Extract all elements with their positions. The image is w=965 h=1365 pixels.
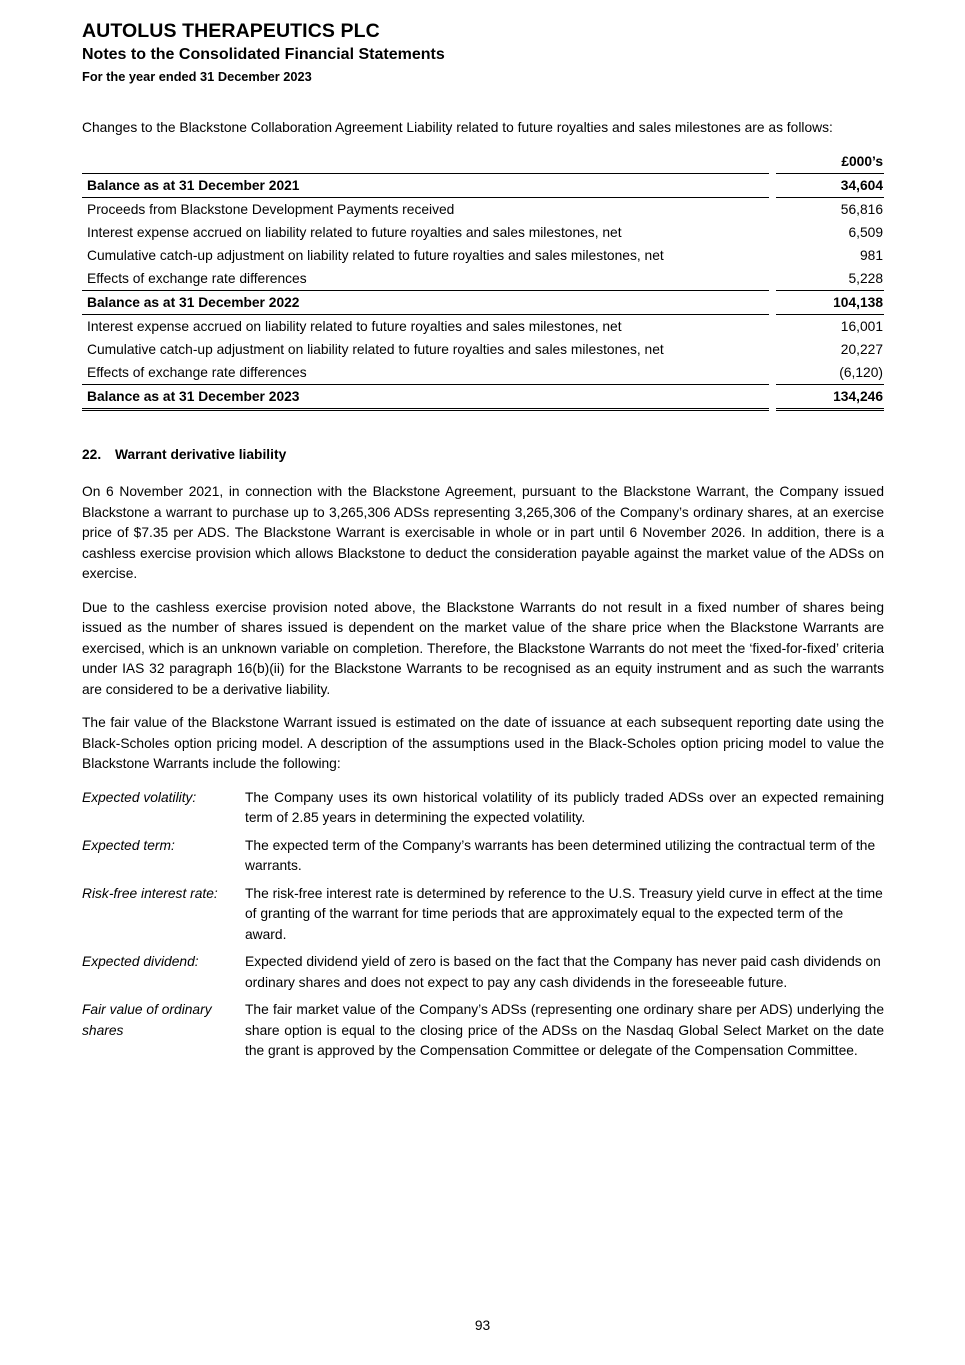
table-row (82, 244, 884, 267)
table-row (82, 174, 884, 198)
row-value: 56,816 (840, 202, 883, 218)
assumption-row (82, 836, 884, 877)
assumption-term: Expected dividend: (82, 954, 199, 970)
row-value: 20,227 (840, 342, 883, 358)
document-header (82, 20, 884, 85)
table-row (82, 338, 884, 361)
row-label: Cumulative catch-up adjustment on liability related to future royalties and sales milestones, net (87, 248, 664, 264)
row-value: (6,120) (776, 361, 884, 385)
section-number: 22. (82, 447, 102, 463)
section-paragraph-1: On 6 November 2021, in connection with the Blackstone Agreement, pursuant to the Blackstone Warrant, the Company issued Blackstone a warrant to purchase up to 3,265,306 ADSs representing 3,265,306 of the Company’s ordinary shares, at an exercise price of $7.35 per ADS. The Blackstone Warrant is exercisable in whole or in part until 6 November 2026. In addition, there is a cashless exercise provision which allows Blackstone to deduct the consideration payable against the market value of the ADSs on exercise. (82, 484, 884, 582)
row-value: 5,228 (776, 267, 884, 291)
row-value: 16,001 (840, 319, 883, 335)
section-22-heading (82, 447, 884, 462)
table-row (82, 198, 884, 221)
row-label: Balance as at 31 December 2022 (82, 291, 769, 315)
section-paragraph-2: Due to the cashless exercise provision noted above, the Blackstone Warrants do not result in a fixed number of shares being issued as the number of shares issued is dependent on the market value of the share price when the Blackstone Warrants are exercised, which is an unknown variable on completion. Therefore, the Blackstone Warrants do not meet the ‘fixed-for-fixed’ criteria under IAS 32 paragraph 16(b)(ii) for the Blackstone Warrants to be recognised as an equity instrument and as such the warrants are considered to be a derivative liability. (82, 599, 884, 697)
table-unit-header-row (82, 150, 884, 174)
assumptions-list (82, 788, 884, 1062)
section-paragraph-3: The fair value of the Blackstone Warrant issued is estimated on the date of issuance at each subsequent reporting date using the Black-Scholes option pricing model. A description of the assumptions used in the Black-Scholes option pricing model to value the Blackstone Warrants include the following: (82, 715, 884, 772)
row-label: Effects of exchange rate differences (82, 361, 769, 385)
liability-table (82, 150, 884, 411)
document-period: For the year ended 31 December 2023 (82, 68, 312, 84)
table-row (82, 315, 884, 338)
assumption-row (82, 884, 884, 946)
assumption-row (82, 788, 884, 829)
unit-header-spacer (82, 150, 769, 174)
row-value: 981 (859, 248, 883, 264)
assumption-term: Expected volatility: (82, 789, 197, 805)
table-row (82, 221, 884, 244)
row-label: Proceeds from Blackstone Development Payments received (87, 202, 455, 218)
row-value: 104,138 (776, 291, 884, 315)
row-label: Cumulative catch-up adjustment on liability related to future royalties and sales milestones, net (87, 342, 664, 358)
assumption-row (82, 1000, 884, 1062)
page-number: 93 (474, 1318, 491, 1333)
row-label: Effects of exchange rate differences (82, 267, 769, 291)
row-label: Balance as at 31 December 2023 (82, 385, 769, 411)
row-label: Balance as at 31 December 2021 (82, 174, 769, 198)
assumption-term: Expected term: (82, 837, 175, 853)
table-row (82, 267, 884, 291)
assumption-definition: The fair market value of the Company’s ADSs (representing one ordinary share per ADS) underlying the share option is equal to the closing price of the ADSs on the Nasdaq Global Select Market on the date the grant is approved by the Compensation Committee or delegate of the Compensation Committee. (245, 1002, 884, 1059)
unit-header: £000’s (776, 150, 884, 174)
table-row (82, 385, 884, 411)
company-name: AUTOLUS THERAPEUTICS PLC (82, 20, 380, 42)
intro-paragraph: Changes to the Blackstone Collaboration Agreement Liability related to future royalties and sales milestones are as follows: (82, 119, 833, 135)
document-title: Notes to the Consolidated Financial Statements (82, 46, 445, 64)
assumption-row (82, 952, 884, 993)
table-row (82, 291, 884, 315)
assumption-definition: The risk-free interest rate is determined by reference to the U.S. Treasury yield curve in effect at the time of granting of the warrant for time periods that are approximately equal to the expected term of the award. (245, 885, 883, 942)
table-row (82, 361, 884, 385)
assumption-definition: Expected dividend yield of zero is based on the fact that the Company has never paid cash dividends on ordinary shares and does not expect to pay any cash dividends in the foreseeable future. (245, 954, 881, 990)
row-value: 34,604 (776, 174, 884, 198)
assumption-definition: The expected term of the Company’s warrants has been determined utilizing the contractual term of the warrants. (245, 837, 876, 874)
assumption-definition: The Company uses its own historical volatility of its publicly traded ADSs over an expected remaining term of 2.85 years in determining the expected volatility. (245, 789, 884, 826)
assumption-term: Fair value of ordinary shares (82, 1002, 212, 1038)
row-label: Interest expense accrued on liability related to future royalties and sales milestones, net (87, 225, 622, 241)
row-value: 6,509 (848, 225, 883, 241)
assumption-term: Risk-free interest rate: (82, 885, 218, 901)
section-title: Warrant derivative liability (115, 447, 287, 463)
row-label: Interest expense accrued on liability related to future royalties and sales milestones, net (87, 319, 622, 335)
row-value: 134,246 (776, 385, 884, 411)
